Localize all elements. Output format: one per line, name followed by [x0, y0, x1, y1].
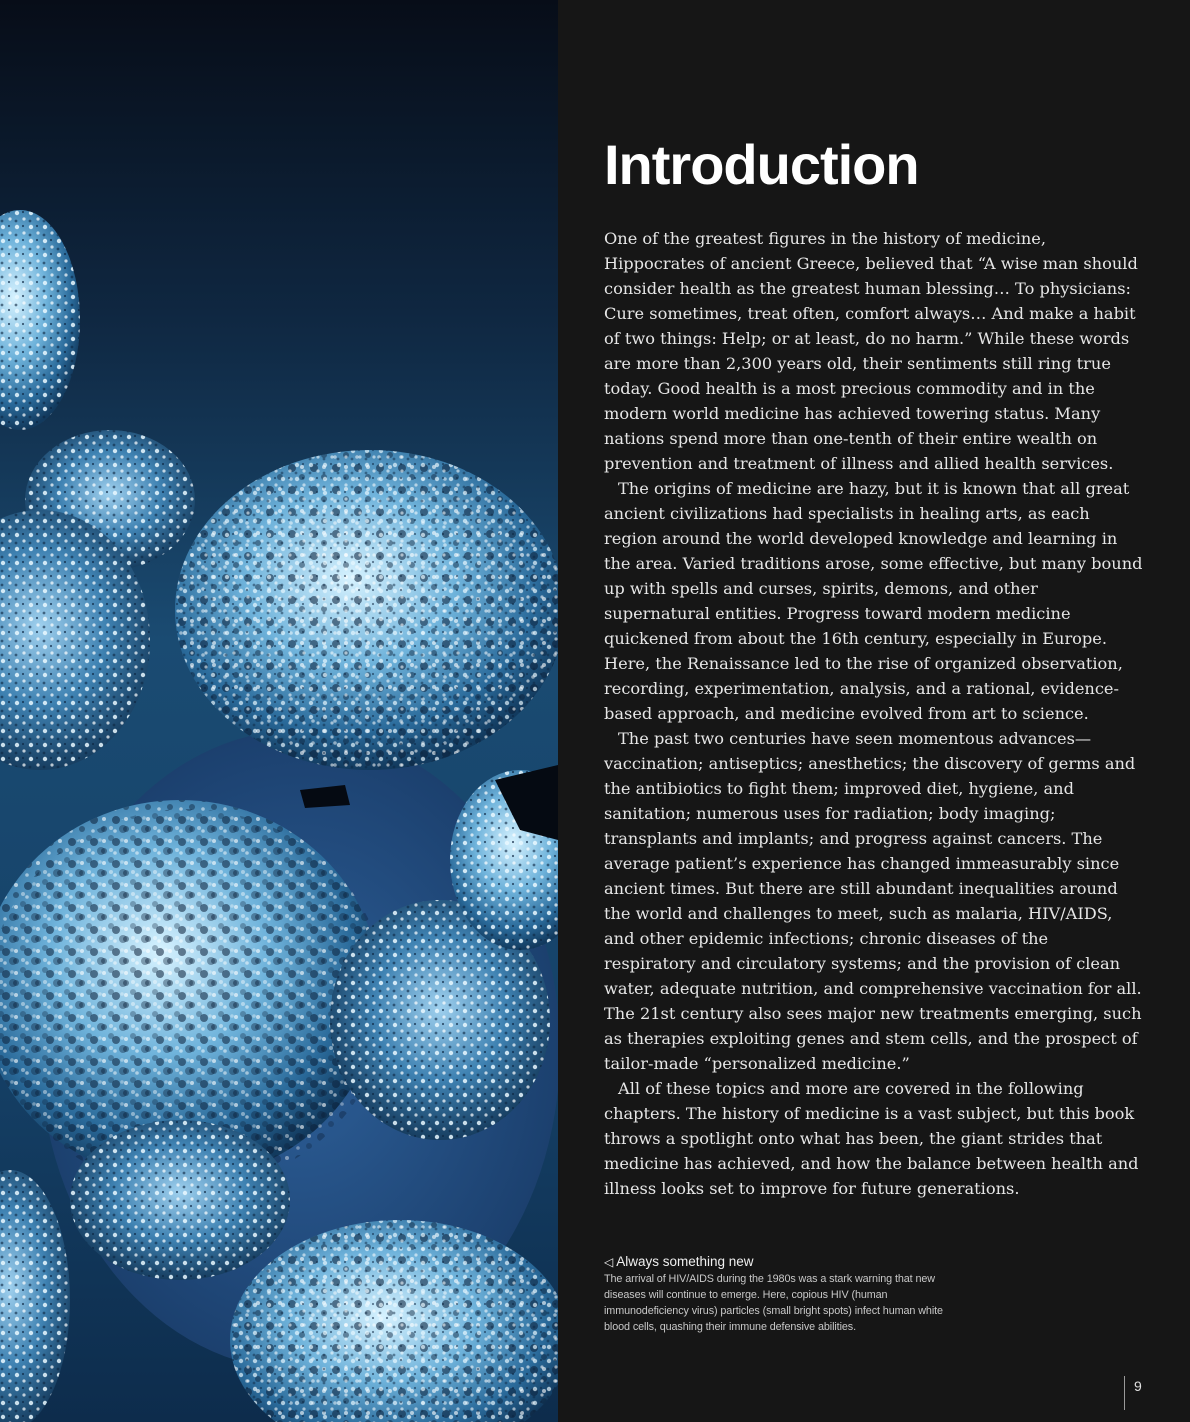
page-number-divider	[1124, 1376, 1125, 1410]
paragraph: All of these topics and more are covered in the following chapters. The history of medicine is a vast subject, but this book throws a spotlight onto what has been, the giant strides that medicine has achieved, and how the balance between health and illness looks set to improve for future generations.	[604, 1079, 1139, 1198]
page-title: Introduction	[604, 133, 919, 196]
article-column	[604, 120, 1144, 1201]
caption-title: Always something new	[616, 1254, 754, 1269]
paragraph: The past two centuries have seen momentous advances—vaccination; antiseptics; anesthetics; the discovery of germs and the antibiotics to fight them; improved diet, hygiene, and sanitation; numerous uses for radiation; body imaging; transplants and implants; and progress against cancers. The average patient’s experience has changed immeasurably since ancient times. But there are still abundant inequalities around the world and challenges to meet, such as malaria, HIV/AIDS, and other epidemic infections; chronic diseases of the respiratory and circulatory systems; and the provision of clean water, adequate nutrition, and comprehensive vaccination for all. The 21st century also sees major new treatments emerging, such as therapies exploiting genes and stem cells, and the prospect of tailor-made “personalized medicine.”	[604, 729, 1142, 1073]
hiv-cells-photo	[0, 0, 558, 1422]
paragraph: The origins of medicine are hazy, but it is known that all great ancient civilizations had specialists in healing arts, as each region around the world developed knowledge and learning in the area. Varied traditions arose, some effective, but many bound up with spells and curses, spirits, demons, and other supernatural entities. Progress toward modern medicine quickened from about the 16th century, especially in Europe. Here, the Renaissance led to the rise of organized observation, recording, experimentation, analysis, and a rational, evidence-based approach, and medicine evolved from art to science.	[604, 479, 1143, 723]
page-number: 9	[1134, 1378, 1142, 1394]
paragraph: One of the greatest figures in the history of medicine, Hippocrates of ancient Greece, believed that “A wise man should consider health as the greatest human blessing… To physicians: Cure sometimes, treat often, comfort always… And make a habit of two things: Help; or at least, do no harm.” While these words are more than 2,300 years old, their sentiments still ring true today. Good health is a most precious commodity and in the modern world medicine has achieved towering status. Many nations spend more than one-tenth of their entire wealth on prevention and treatment of illness and allied health services.	[604, 229, 1138, 473]
left-triangle-icon: ◁	[604, 1255, 614, 1269]
white-blood-cells-illustration	[0, 0, 558, 1422]
photo-caption	[604, 1253, 944, 1335]
caption-body: The arrival of HIV/AIDS during the 1980s was a stark warning that new diseases will continue to emerge. Here, copious HIV (human immunodeficiency virus) particles (small bright spots) infect human white blood cells, quashing their immune defensive abilities.	[604, 1273, 943, 1333]
article-body	[604, 226, 1144, 1201]
